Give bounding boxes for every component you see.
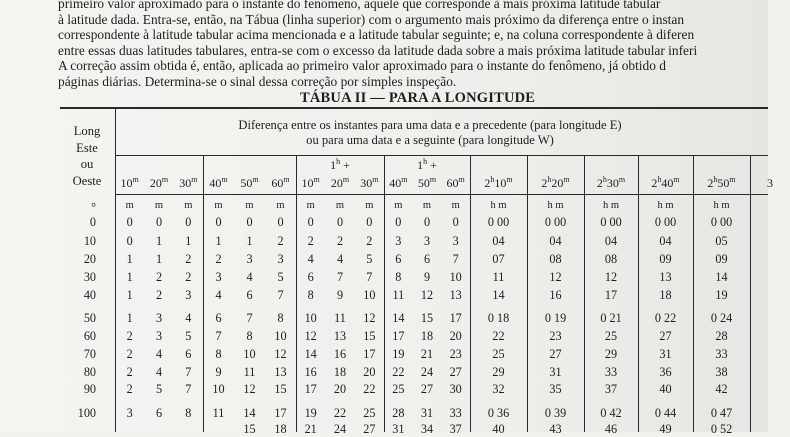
row-label: 50 xyxy=(83,311,96,325)
table-rule xyxy=(60,107,768,109)
table-cell: 49 xyxy=(659,422,672,436)
table-cell: 15 xyxy=(420,311,434,325)
table-cell: 16 xyxy=(304,365,317,379)
table-cell: 32 xyxy=(492,382,505,396)
row-label: 30 xyxy=(83,270,96,284)
table-cell: 22 xyxy=(492,329,505,343)
table-cell: 0 39 xyxy=(544,406,567,420)
table-cell: 24 xyxy=(333,422,347,436)
table-cell: 19 xyxy=(304,406,317,420)
table-cell: 4 xyxy=(155,365,163,379)
row-label: 40 xyxy=(83,288,96,302)
table-cell: 27 xyxy=(363,422,376,436)
column-header-line: ou para uma data e a seguinte (para longitude W) xyxy=(306,133,554,147)
table-cell: 2 xyxy=(155,270,163,284)
table-cell: 1 xyxy=(246,234,253,248)
table-cell: 17 xyxy=(392,329,405,343)
table-cell: 46 xyxy=(604,422,618,436)
table-cell: 9 xyxy=(423,270,431,284)
table-cell: 0 xyxy=(246,215,253,229)
table-cell: 1 xyxy=(126,288,133,302)
table-cell: 31 xyxy=(549,365,562,379)
table-cell: 25 xyxy=(392,382,405,396)
table-cell: 3 xyxy=(155,329,163,343)
row-label: 60 xyxy=(83,329,96,343)
table-cell: 6 xyxy=(215,311,222,325)
unit-cell: m xyxy=(394,200,403,211)
table-cell: 04 xyxy=(604,234,618,248)
table-cell: 28 xyxy=(715,329,728,343)
table-cell: 2 xyxy=(366,234,373,248)
row-label: ° xyxy=(91,200,96,214)
table-cell: 6 xyxy=(155,406,163,420)
table-cell: 1 xyxy=(185,234,192,248)
table-cell: 0 xyxy=(366,215,373,229)
table-cell: 4 xyxy=(307,252,314,266)
explanatory-paragraph xyxy=(58,0,778,90)
table-cell: 0 52 xyxy=(710,422,733,436)
unit-cell: m xyxy=(214,200,223,211)
table-cell: 6 xyxy=(246,288,253,302)
column-header: 50$^m$ xyxy=(240,175,259,190)
table-cell: 3 xyxy=(246,252,253,266)
table-cell: 20 xyxy=(449,329,462,343)
table-cell: 8 xyxy=(277,311,284,325)
table-cell: 24 xyxy=(420,365,434,379)
table-cell: 10 xyxy=(449,270,462,284)
column-header: 50$^m$ xyxy=(417,175,437,190)
table-cell: 25 xyxy=(604,329,618,343)
table-cell: 14 xyxy=(715,270,728,284)
column-header: 60$^m$ xyxy=(271,175,290,190)
paragraph-line: primeiro valor aproximado para o instante do fenômeno, aquele que corresponde à mais próxima latitude tabular xyxy=(58,0,661,11)
table-cell: 04 xyxy=(659,234,672,248)
column-header: 20$^m$ xyxy=(149,175,169,190)
table-cell: 2 xyxy=(155,288,163,302)
table-cell: 18 xyxy=(659,288,672,302)
unit-cell: m xyxy=(125,200,134,211)
table-cell: 10 xyxy=(212,382,225,396)
column-header: 2$^h$40$^m$ xyxy=(651,175,680,190)
unit-cell: m xyxy=(276,200,285,211)
table-cell: 40 xyxy=(492,422,505,436)
table-cell: 12 xyxy=(363,311,376,325)
unit-cell: h m xyxy=(547,200,564,211)
column-header: 20$^m$ xyxy=(330,175,350,190)
table-cell: 33 xyxy=(604,365,618,379)
table-cell: 21 xyxy=(304,422,317,436)
table-cell: 12 xyxy=(420,288,434,302)
table-cell: 31 xyxy=(659,347,672,361)
group-header-top: $1^h$ + xyxy=(330,157,350,172)
table-cell: 0 18 xyxy=(487,311,510,325)
table-cell: 3 xyxy=(126,406,133,420)
table-cell: 35 xyxy=(549,382,562,396)
unit-cell: m xyxy=(184,200,193,211)
table-cell: 1 xyxy=(126,252,133,266)
unit-cell: m xyxy=(422,200,432,211)
table-cell: 12 xyxy=(243,382,256,396)
table-cell: 13 xyxy=(659,270,672,284)
table-cell: 6 xyxy=(395,252,402,266)
table-cell: 2 xyxy=(126,329,133,343)
column-header: 10$^m$ xyxy=(120,175,139,190)
row-label: 70 xyxy=(83,347,96,361)
table-cell: 12 xyxy=(304,329,317,343)
unit-cell: h m xyxy=(713,200,730,211)
table-cell: 5 xyxy=(185,329,192,343)
table-cell: 11 xyxy=(334,311,346,325)
table-cell: 0 19 xyxy=(544,311,567,325)
table-cell: 0 42 xyxy=(600,406,622,420)
table-cell: 13 xyxy=(333,329,347,343)
table-cell: 05 xyxy=(715,234,728,248)
table-cell: 09 xyxy=(715,252,728,266)
table-cell: 2 xyxy=(185,252,192,266)
column-header: 3 xyxy=(767,176,773,190)
unit-cell: m xyxy=(306,200,315,211)
table-cell: 12 xyxy=(604,270,618,284)
table-cell: 7 xyxy=(246,311,253,325)
table-cell: 0 xyxy=(395,215,402,229)
table-cell: 0 xyxy=(423,215,431,229)
table-cell: 11 xyxy=(243,365,256,379)
table-cell: 0 00 xyxy=(710,215,733,229)
table-cell: 37 xyxy=(604,382,618,396)
unit-cell: h m xyxy=(657,200,674,211)
unit-cell: m xyxy=(335,200,345,211)
table-cell: 27 xyxy=(449,365,462,379)
table-cell: 21 xyxy=(420,347,434,361)
table-cell: 07 xyxy=(492,252,505,266)
table-cell: 3 xyxy=(155,311,163,325)
table-cell: 18 xyxy=(274,422,287,436)
unit-cell: m xyxy=(451,200,460,211)
row-label: 20 xyxy=(83,252,96,266)
table-cell: 7 xyxy=(277,288,284,302)
table-cell: 0 xyxy=(126,215,133,229)
table-cell: 28 xyxy=(392,406,405,420)
table-cell: 4 xyxy=(336,252,344,266)
table-cell: 7 xyxy=(185,382,192,396)
unit-cell: h m xyxy=(602,200,620,211)
table-cell: 0 21 xyxy=(600,311,622,325)
table-cell: 14 xyxy=(304,347,317,361)
table-cell: 09 xyxy=(659,252,672,266)
table-cell: 11 xyxy=(212,406,225,420)
table-cell: 4 xyxy=(246,270,253,284)
table-cell: 1 xyxy=(126,270,133,284)
table-cell: 3 xyxy=(452,234,459,248)
table-rule xyxy=(115,155,768,156)
table-cell: 1 xyxy=(155,234,163,248)
table-cell: 13 xyxy=(274,365,287,379)
table-cell: 0 xyxy=(185,215,192,229)
table-cell: 7 xyxy=(215,329,222,343)
table-cell: 3 xyxy=(395,234,402,248)
table-cell: 0 xyxy=(215,215,222,229)
table-cell: 9 xyxy=(336,288,344,302)
table-cell: 38 xyxy=(715,365,728,379)
table-cell: 11 xyxy=(392,288,405,302)
table-cell: 3 xyxy=(185,288,192,302)
table-cell: 19 xyxy=(392,347,405,361)
table-cell: 30 xyxy=(449,382,462,396)
table-cell: 31 xyxy=(392,422,405,436)
table-cell: 0 xyxy=(126,234,133,248)
table-cell: 22 xyxy=(363,382,376,396)
table-cell: 13 xyxy=(449,288,462,302)
table-cell: 10 xyxy=(243,347,256,361)
table-cell: 1 xyxy=(215,234,222,248)
table-cell: 14 xyxy=(492,288,505,302)
table-cell: 6 xyxy=(185,347,192,361)
table-cell: 25 xyxy=(492,347,505,361)
table-cell: 20 xyxy=(363,365,376,379)
table-cell: 8 xyxy=(215,347,222,361)
unit-cell: m xyxy=(154,200,164,211)
table-cell: 6 xyxy=(307,270,314,284)
table-cell: 40 xyxy=(659,382,672,396)
table-cell: 15 xyxy=(243,422,256,436)
table-cell: 5 xyxy=(155,382,163,396)
table-cell: 0 xyxy=(277,215,284,229)
table-cell: 8 xyxy=(395,270,402,284)
row-label: 0 xyxy=(89,215,96,229)
table-cell: 17 xyxy=(304,382,317,396)
table-cell: 14 xyxy=(392,311,405,325)
table-cell: 2 xyxy=(126,347,133,361)
table-cell: 1 xyxy=(126,311,133,325)
table-cell: 0 00 xyxy=(487,215,510,229)
table-cell: 2 xyxy=(185,270,192,284)
column-header: 40$^m$ xyxy=(389,175,408,190)
table-cell: 17 xyxy=(604,288,618,302)
column-header: 2$^h$10$^m$ xyxy=(484,175,513,190)
table-cell: 17 xyxy=(449,311,462,325)
group-header-top: $1^h$ + xyxy=(417,157,437,172)
table-cell: 8 xyxy=(246,329,253,343)
row-header-line: ou xyxy=(80,157,94,171)
table-title: TÁBUA II — PARA A LONGITUDE xyxy=(300,90,536,106)
table-cell: 42 xyxy=(715,382,728,396)
table-cell: 12 xyxy=(549,270,562,284)
table-cell: 4 xyxy=(155,347,163,361)
table-cell: 16 xyxy=(549,288,562,302)
table-cell: 0 00 xyxy=(654,215,677,229)
table-cell: 10 xyxy=(274,329,287,343)
paragraph-line: entre essas duas latitudes tabulares, entra-se com o excesso da latitude dada sobre a mais próxima latitude tabular inferi xyxy=(58,42,698,58)
table-cell: 2 xyxy=(126,365,133,379)
table-cell: 31 xyxy=(420,406,434,420)
column-header: 2$^h$50$^m$ xyxy=(707,175,736,190)
table-cell: 11 xyxy=(492,270,505,284)
row-header-line: Este xyxy=(76,140,98,155)
table-cell: 14 xyxy=(243,406,256,420)
column-header: 30$^m$ xyxy=(360,175,379,190)
table-cell: 2 xyxy=(336,234,344,248)
paragraph-line: à latitude dada. Entra-se, então, na Tábua (linha superior) com o argumento mais próximo da diferença entre o instan xyxy=(58,11,685,27)
table-cell: 0 44 xyxy=(654,406,677,420)
table-cell: 4 xyxy=(215,288,222,302)
row-header-line: Long xyxy=(73,124,101,138)
table-cell: 17 xyxy=(274,406,287,420)
table-cell: 8 xyxy=(185,406,192,420)
table-cell: 36 xyxy=(659,365,672,379)
table-cell: 22 xyxy=(333,406,347,420)
column-header: 2$^h$20$^m$ xyxy=(541,175,570,190)
table-cell: 33 xyxy=(449,406,462,420)
row-label: 90 xyxy=(83,382,96,396)
row-label: 80 xyxy=(83,365,96,379)
table-cell: 08 xyxy=(604,252,618,266)
table-cell: 0 xyxy=(452,215,459,229)
table-cell: 0 36 xyxy=(487,406,510,420)
table-cell: 2 xyxy=(277,234,284,248)
table-rule xyxy=(115,194,768,195)
table-cell: 3 xyxy=(423,234,431,248)
table-cell: 1 xyxy=(155,252,163,266)
row-label: 10 xyxy=(83,234,96,248)
table-cell: 15 xyxy=(274,382,287,396)
table-cell: 12 xyxy=(274,347,287,361)
table-cell: 2 xyxy=(126,382,133,396)
table-cell: 23 xyxy=(449,347,462,361)
table-cell: 8 xyxy=(307,288,314,302)
table-cell: 4 xyxy=(185,311,192,325)
column-header: 30$^m$ xyxy=(179,175,198,190)
column-header-line: Diferença entre os instantes para uma data e a precedente (para longitude E) xyxy=(238,118,622,132)
table-cell: 04 xyxy=(492,234,505,248)
table-rule xyxy=(750,155,751,432)
table-cell: 6 xyxy=(423,252,431,266)
table-cell: 29 xyxy=(604,347,618,361)
column-header: 10$^m$ xyxy=(301,175,320,190)
table-cell: 0 24 xyxy=(710,311,733,325)
unit-cell: m xyxy=(245,200,254,211)
unit-cell: h m xyxy=(490,200,507,211)
table-cell: 3 xyxy=(277,252,284,266)
unit-cell: m xyxy=(365,200,374,211)
paragraph-line: páginas diárias. Determina-se o sinal dessa correção por simples inspeção. xyxy=(58,73,457,89)
table-cell: 0 xyxy=(155,215,163,229)
table-cell: 15 xyxy=(363,329,376,343)
table-cell: 7 xyxy=(185,365,192,379)
table-cell: 0 00 xyxy=(600,215,622,229)
table-cell: 20 xyxy=(333,382,347,396)
table-cell: 7 xyxy=(366,270,373,284)
table-cell: 7 xyxy=(452,252,459,266)
table-cell: 5 xyxy=(366,252,373,266)
table-cell: 2 xyxy=(307,234,314,248)
table-cell: 3 xyxy=(215,270,222,284)
table-cell: 18 xyxy=(420,329,434,343)
table-cell: 0 xyxy=(336,215,344,229)
table-cell: 33 xyxy=(715,347,728,361)
table-cell: 25 xyxy=(363,406,376,420)
table-cell: 08 xyxy=(549,252,562,266)
row-label: 100 xyxy=(77,406,96,420)
column-header: 2$^h$30$^m$ xyxy=(596,175,626,190)
table-cell: 0 47 xyxy=(710,406,733,420)
table-cell: 17 xyxy=(363,347,376,361)
paragraph-line: correspondente à latitude tabular acima mencionada e a latitude tabular seguinte; e, na coluna correspondente à diferen xyxy=(58,27,695,43)
table-cell: 10 xyxy=(304,311,317,325)
table-cell: 27 xyxy=(549,347,562,361)
table-cell: 19 xyxy=(715,288,728,302)
table-cell: 27 xyxy=(659,329,672,343)
table-cell: 29 xyxy=(492,365,505,379)
table-cell: 37 xyxy=(449,422,462,436)
row-header-line: Oeste xyxy=(72,173,102,188)
column-header: 60$^m$ xyxy=(446,175,465,190)
table-cell: 10 xyxy=(363,288,376,302)
table-cell: 22 xyxy=(392,365,405,379)
table-cell: 27 xyxy=(420,382,434,396)
table-cell: 0 22 xyxy=(654,311,677,325)
paragraph-line: A correção assim obtida é, então, aplicada ao primeiro valor aproximado para o instante do fenômeno, já obtido d xyxy=(58,58,666,74)
table-cell: 7 xyxy=(336,270,344,284)
table-cell: 23 xyxy=(549,329,562,343)
table-cell: 34 xyxy=(420,422,434,436)
table-cell: 18 xyxy=(333,365,347,379)
column-header: 40$^m$ xyxy=(209,175,228,190)
table-cell: 04 xyxy=(549,234,562,248)
table-cell: 2 xyxy=(215,252,222,266)
table-cell: 5 xyxy=(277,270,284,284)
table-cell: 0 xyxy=(307,215,314,229)
table-cell: 43 xyxy=(549,422,562,436)
table-cell: 9 xyxy=(215,365,222,379)
table-cell: 0 00 xyxy=(544,215,567,229)
table-cell: 16 xyxy=(333,347,347,361)
